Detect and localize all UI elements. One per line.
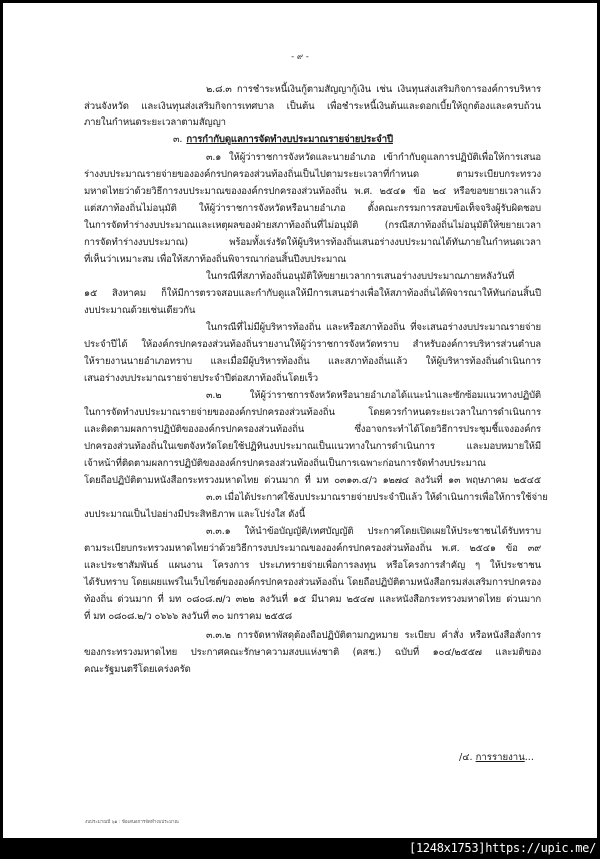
section-heading xyxy=(173,134,600,146)
paragraph-line: แต่สภาท้องถิ่นไม่อนุมัติ ให้ผู้ว่าราชการจังหวัดหรือนายอำเภอ ตั้งคณะกรรมการสอบข้อเท็จจริงผู้รับผิดชอบ xyxy=(84,203,541,214)
page-number: - ๙ - xyxy=(291,52,309,62)
paragraph-line: ในการจัดทำร่างงบประมาณและเหตุผลของฝ่ายสภาท้องถิ่นที่ไม่อนุมัติ (กรณีสภาท้องถิ่นไม่อนุมัติให้ขยายเวลา xyxy=(84,220,541,231)
paragraph-line: การจัดทำร่างงบประมาณ) พร้อมทั้งเร่งรัดให้ผู้บริหารท้องถิ่นเสนอร่างงบประมาณได้ทันภายในกำหนดเวลา xyxy=(84,237,541,248)
next-ref-title: การรายงาน xyxy=(475,752,525,763)
paragraph-line: ๓.๓.๒ การจัดหาพัสดุต้องถือปฏิบัติตามกฎหมาย ระเบียบ คำสั่ง หรือหนังสือสั่งการ xyxy=(206,630,541,641)
document-page xyxy=(3,3,597,838)
paragraph-line: ในการจัดทำงบประมาณรายจ่ายขององค์กรปกครองส่วนท้องถิ่น โดยควรกำหนดระยะเวลาในการดำเนินการ xyxy=(84,407,541,418)
footer-note: งบประมาณปี ๖๑ : ข้อเสนอการจัดทำงบประมาณ xyxy=(85,820,179,825)
paragraph-line: ให้รายงานนายอำเภอทราบ และเมื่อมีผู้บริหารท้องถิ่น และสภาท้องถิ่นแล้ว ให้ผู้บริหารท้องถิ่นดำเนินการ xyxy=(84,356,541,367)
paragraph-line: เสนอร่างงบประมาณรายจ่ายประจำปีต่อสภาท้องถิ่นโดยเร็ว xyxy=(84,373,318,384)
next-ref-prefix: /๔. xyxy=(459,752,473,763)
paragraph-line: และประชาสัมพันธ์ แผนงาน โครงการ ประเภทรายจ่ายเพื่อการลงทุน หรือโครงการสำคัญ ๆ ให้ประชาชน xyxy=(84,560,541,571)
next-ref-suffix: ... xyxy=(524,752,534,763)
paragraph-line: และติดตามผลการปฏิบัติขององค์กรปกครองส่วนท้องถิ่น ซึ่งอาจกระทำได้โดยวิธีการประชุมชี้แจงองค์กร xyxy=(84,424,541,435)
paragraph-line: ประจำปีได้ ให้องค์กรปกครองส่วนท้องถิ่นรายงานให้ผู้ว่าราชการจังหวัดทราบ สำหรับองค์การบริหารส่วนตำบล xyxy=(84,339,541,350)
paragraph-line: ที่ มท ๐๘๐๘.๒/ว ๐๖๖๖ ลงวันที่ ๓๐ มกราคม ๒๕๕๘ xyxy=(84,611,293,622)
paragraph-line: ในกรณีที่ไม่มีผู้บริหารท้องถิ่น และหรือสภาท้องถิ่น ที่จะเสนอร่างงบประมาณรายจ่าย xyxy=(206,322,541,333)
paragraph-line: ได้รับทราบ โดยเผยแพร่ในเว็บไซต์ขององค์กรปกครองส่วนท้องถิ่น โดยถือปฏิบัติตามหนังสือกรมส่งเสริมการปกครอง xyxy=(84,577,541,588)
section-title: การกำกับดูแลการจัดทำงบประมาณรายจ่ายประจำปี xyxy=(186,134,393,145)
paragraph-line: มหาดไทยว่าด้วยวิธีการงบประมาณขององค์กรปกครองส่วนท้องถิ่น พ.ศ. ๒๕๔๑ ข้อ ๒๔ หรือขอขยายเวลาแล้ว xyxy=(84,186,541,197)
paragraph-line: ๓.๓ เมื่อได้ประกาศใช้งบประมาณรายจ่ายประจำปีแล้ว ให้ดำเนินการเพื่อให้การใช้จ่าย xyxy=(206,492,548,503)
paragraph-line: เจ้าหน้าที่ติดตามผลการปฏิบัติขององค์กรปกครองส่วนท้องถิ่นเป็นการเฉพาะก่อนการจัดทำงบประมาณ xyxy=(84,458,486,469)
image-watermark: [1248x1753]https://upic.me/ xyxy=(409,841,596,855)
paragraph-line: ของกระทรวงมหาดไทย ประกาศคณะรักษาความสงบแห่งชาติ (คสช.) ฉบับที่ ๑๐๔/๒๕๕๗ และมติของ xyxy=(84,647,541,658)
paragraph-line: ที่เห็นว่าเหมาะสม เพื่อให้สภาท้องถิ่นพิจารณาก่อนสิ้นปีงบประมาณ xyxy=(84,254,347,265)
paragraph-line: ส่วนจังหวัด และเงินทุนส่งเสริมกิจการเทศบาล เป็นต้น เพื่อชำระหนี้เงินต้นและดอกเบี้ยให้ถูกต้องและครบถ้วน xyxy=(84,101,541,112)
paragraph-line: โดยถือปฏิบัติตามหนังสือกระทรวงมหาดไทย ด่วนมาก ที่ มท ๐๓๑๓.๔/ว ๑๒๗๔ ลงวันที่ ๑๓ พฤษภาคม ๒๕๔๕ xyxy=(84,475,541,486)
paragraph-line: ๑๕ สิงหาคม ก็ให้มีการตรวจสอบและกำกับดูแลให้มีการเสนอร่างเพื่อให้สภาท้องถิ่นได้พิจารณาให้ทันก่อนสิ้นปี xyxy=(84,288,541,299)
paragraph-line: งบประมาณด้วยเช่นเดียวกัน xyxy=(84,305,196,316)
paragraph-line: คณะรัฐมนตรีโดยเคร่งครัด xyxy=(84,664,191,675)
paragraph-line: ๒.๘.๓ การชำระหนี้เงินกู้ตามสัญญากู้เงิน เช่น เงินทุนส่งเสริมกิจการองค์การบริหาร xyxy=(206,84,541,95)
paragraph-line: ๓.๒ ให้ผู้ว่าราชการจังหวัดหรือนายอำเภอได้แนะนำและซักซ้อมแนวทางปฏิบัติ xyxy=(206,390,541,401)
paragraph-line: ๓.๓.๑ ให้นำข้อบัญญัติ/เทศบัญญัติ ประกาศโดยเปิดเผยให้ประชาชนได้รับทราบ xyxy=(206,526,541,537)
paragraph-line: ตามระเบียบกระทรวงมหาดไทยว่าด้วยวิธีการงบประมาณขององค์กรปกครองส่วนท้องถิ่น พ.ศ. ๒๕๔๑ ข้อ ๓๙ xyxy=(84,543,541,554)
paragraph-line: ปกครองส่วนท้องถิ่นในเขตจังหวัดโดยใช้ปฏิทินงบประมาณเป็นแนวทางในการดำเนินการ และมอบหมายให้มี xyxy=(84,441,541,452)
paragraph-line: ร่างงบประมาณรายจ่ายขององค์กรปกครองส่วนท้องถิ่นเป็นไปตามระยะเวลาที่กำหนด ตามระเบียบกระทรวง xyxy=(84,169,541,180)
paragraph-line: ๓.๑ ให้ผู้ว่าราชการจังหวัดและนายอำเภอ เข้ากำกับดูแลการปฏิบัติเพื่อให้การเสนอ xyxy=(206,152,541,163)
paragraph-line: ภายในกำหนดระยะเวลาตามสัญญา xyxy=(84,117,226,128)
next-page-reference xyxy=(459,750,534,765)
paragraph-line: งบประมาณเป็นไปอย่างมีประสิทธิภาพ และโปร่งใส ดังนี้ xyxy=(84,509,306,520)
paragraph-line: ในกรณีที่สภาท้องถิ่นอนุมัติให้ขยายเวลาการเสนอร่างงบประมาณภายหลังวันที่ xyxy=(206,271,515,282)
section-number: ๓. xyxy=(173,134,183,145)
paragraph-line: ท้องถิ่น ด่วนมาก ที่ มท ๐๘๐๘.๗/ว ๓๒๒ ลงวันที่ ๑๕ มีนาคม ๒๕๔๗ และหนังสือกระทรวงมหาดไทย ด่วนมาก xyxy=(84,594,541,605)
